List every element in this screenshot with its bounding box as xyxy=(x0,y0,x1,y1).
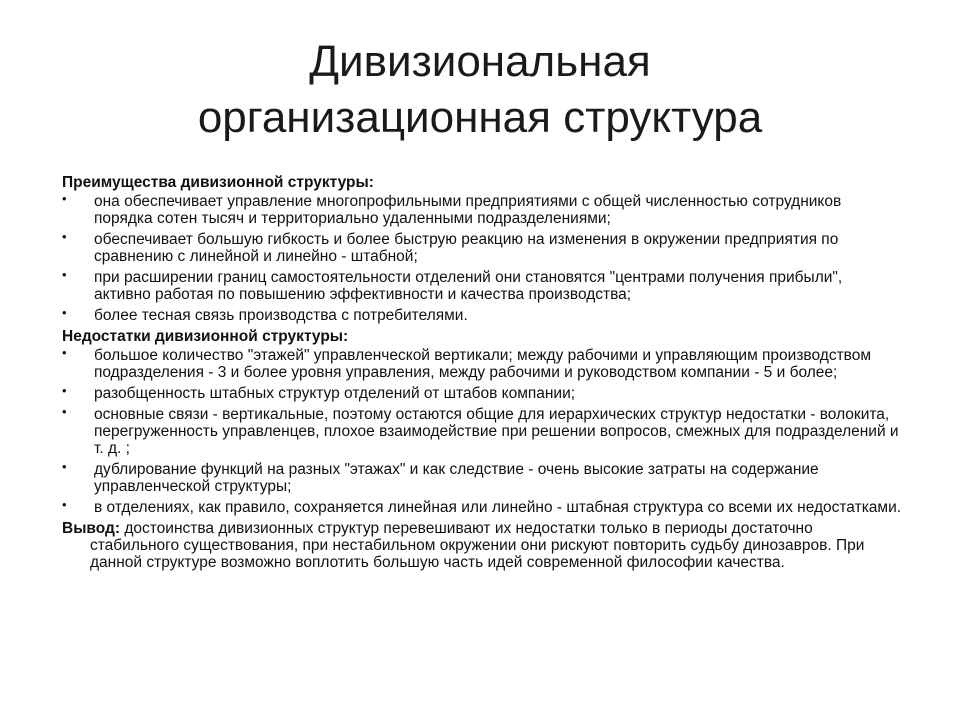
list-item-text: в отделениях, как правило, сохраняется линейная или линейно - штабная структура со всеми их недостатками. xyxy=(94,499,902,516)
conclusion-paragraph xyxy=(62,520,902,571)
list-item-text: при расширении границ самостоятельности отделений они становятся "центрами получения прибыли", активно работая по повышению эффективности и качества производства; xyxy=(94,269,843,303)
list-item-text: дублирование функций на разных "этажах" и как следствие - очень высокие затраты на содержание управленческой структуры; xyxy=(94,461,819,495)
list-item xyxy=(62,406,902,457)
bullet-icon: • xyxy=(62,497,67,512)
advantages-heading: Преимущества дивизионной структуры: xyxy=(62,174,374,191)
bullet-icon: • xyxy=(62,305,67,320)
bullet-icon: • xyxy=(62,459,67,474)
slide-title-line-1: Дивизиональная xyxy=(309,37,651,86)
conclusion-label: Вывод: xyxy=(62,520,121,537)
slide-title xyxy=(80,34,880,146)
list-item xyxy=(62,307,902,324)
list-item-text: большое количество "этажей" управленческой вертикали; между рабочими и управляющим производством подразделения - 3 и более уровня управления, между рабочими и руководством компании - 5 и более; xyxy=(94,347,872,381)
list-item xyxy=(62,193,902,227)
bullet-icon: • xyxy=(62,404,67,419)
list-item xyxy=(62,347,902,381)
list-item-text: она обеспечивает управление многопрофильными предприятиями с общей численностью сотрудников порядка сотен тысяч и территориально удаленными подразделениями; xyxy=(94,193,842,227)
list-item xyxy=(62,499,902,516)
list-item-text: обеспечивает большую гибкость и более быструю реакцию на изменения в окружении предприятия по сравнению с линейной и линейно - штабной; xyxy=(94,231,839,265)
slide-title-line-2: организационная структура xyxy=(197,93,763,142)
list-item-text: более тесная связь производства с потребителями. xyxy=(94,307,468,324)
slide-body xyxy=(62,174,902,571)
list-item-text: основные связи - вертикальные, поэтому остаются общие для иерархических структур недостатки - волокита, перегруженность управленцев, плохое взаимодействие при решении вопросов, смежных для подразделений и т. д. ; xyxy=(94,406,899,457)
list-item xyxy=(62,269,902,303)
bullet-icon: • xyxy=(62,267,67,282)
disadvantages-heading: Недостатки дивизионной структуры: xyxy=(62,328,349,345)
bullet-icon: • xyxy=(62,191,67,206)
bullet-icon: • xyxy=(62,229,67,244)
bullet-icon: • xyxy=(62,345,67,360)
conclusion-text: достоинства дивизионных структур перевешивают их недостатки только в периоды достаточно стабильного существования, при нестабильном окружении они рискуют повторить судьбу динозавров. При данной структуре возможно воплотить большую часть идей современной философии качества. xyxy=(90,520,865,571)
bullet-icon: • xyxy=(62,383,67,398)
list-item xyxy=(62,385,902,402)
disadvantages-list xyxy=(62,347,902,516)
advantages-list xyxy=(62,193,902,324)
list-item xyxy=(62,231,902,265)
list-item xyxy=(62,461,902,495)
list-item-text: разобщенность штабных структур отделений от штабов компании; xyxy=(94,385,576,402)
